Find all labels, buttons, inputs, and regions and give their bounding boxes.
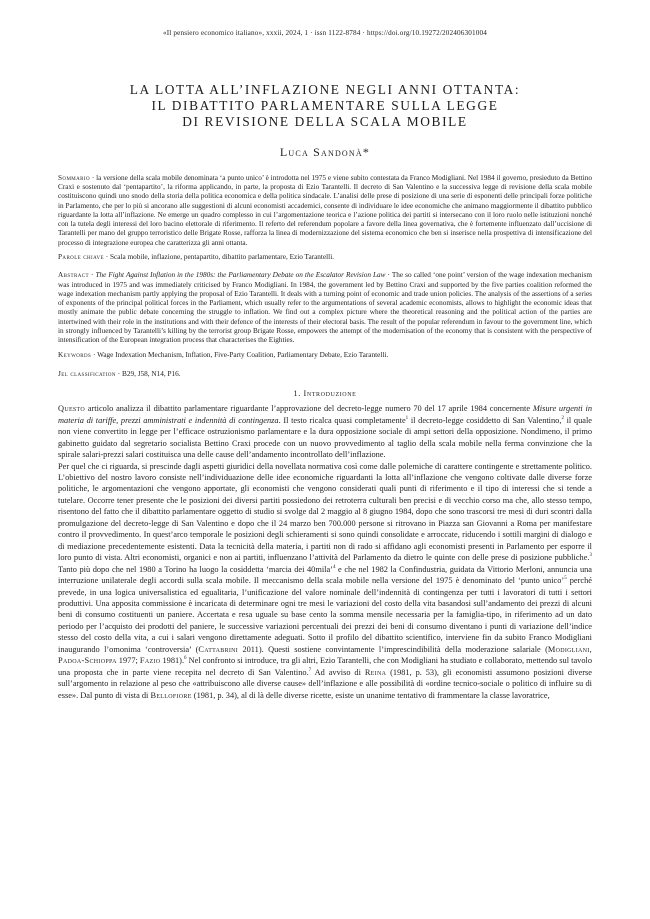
footnote-ref[interactable]: 1 — [405, 415, 409, 421]
footnote-ref[interactable]: 2 — [561, 415, 564, 421]
jel-label: Jel classification — [58, 369, 116, 378]
body-text — [58, 403, 592, 701]
text-run: 2011). Questi sostiene convintamente l’imprescindibilità della moderazione salariale ( — [238, 644, 548, 654]
text-run: perché prevede, in una logica universalistica ed egualitaria, l’unificazione del valore nominale dell’indennità di contingenza per tutti i lavoratori di tutti i settori produttivi. Una apposita commissione è incaricata di determinare ogni tre mesi le variazioni del costo della vita basandosi sull’andamento dei prezzi di alcuni beni di consumo costituenti un paniere. Accertata e resa uguale su base cento la somma mensile necessaria per la famiglia-tipo, in riferimento ad un dato periodo per l’acquisto dei prodotti del paniere, le successive variazioni percentuali dei prezzi dei beni di consumo diventano i punti di variazione dell’indice stesso del costo della vita, a cui i salari vengono direttamente adeguati. Sotto il profilo del dibattito scientifico, interviene fin da subito Franco Modigliani inaugurando l’omonima ‘controversia’ ( — [58, 576, 592, 654]
parole-chiave — [58, 253, 592, 262]
text-run: Nel confronto si introduce, tra gli altri, Ezio Tarantelli, che con Modigliani ha studiato e collaborato, mettendo sul tavolo una proposta che in parte viene recepita nel decreto di San Valentino. — [58, 656, 592, 677]
jel-text: · B29, J58, N14, P16. — [115, 369, 181, 378]
citation-author: Cattabrini — [198, 644, 239, 654]
author-name: Luca Sandonà* — [279, 144, 371, 159]
text-run: e che nel 1982 la Confindustria, guidata da Vittorio Merloni, annuncia una interruzione unilaterale degli accordi sulla scala mobile. Il meccanismo della scala mobile nella versione del 1975 è denominato del ‘punto unico’ — [58, 564, 592, 586]
text-run: Ad avviso di — [311, 667, 365, 677]
footnote-ref[interactable]: 6 — [184, 656, 187, 662]
section-heading: 1. Introduzione — [293, 389, 357, 399]
footnote-ref[interactable]: 7 — [308, 667, 312, 673]
citation-author: Bellofiore — [150, 690, 192, 700]
parole-chiave-text: · Scala mobile, inflazione, pentapartito, dibattito parlamentare, Ezio Tarantelli. — [103, 252, 335, 261]
text-run: Tanto più dopo che nel 1980 a Torino ha luogo la cosiddetta ‘marcia dei 40mila’ — [58, 564, 333, 574]
title-line: LA LOTTA ALL’INFLAZIONE NEGLI ANNI OTTANTA: — [129, 82, 521, 97]
title-line: IL DIBATTITO PARLAMENTARE SULLA LEGGE — [151, 98, 499, 114]
keywords-text: · Wage Indexation Mechanism, Inflation, Five-Party Coalition, Parliamentary Debate, Ezio Tarantelli. — [91, 350, 389, 359]
text-run: articolo analizza il dibattito parlamentare riguardante l’approvazione del decreto-legge numero 70 del 17 aprile 1984 concernente — [85, 404, 533, 414]
text-run: (1981, p. 34), al di là delle diverse ricette, esiste un unanime tentativo di frammentare la classe lavoratrice, — [191, 690, 550, 700]
text-run: (1981, p. 53), gli economisti assumono posizioni diverse sull’argomento in relazione al peso che «attribuiscono alle diverse cause» dell’inflazione e alle possibilità di «ordine tecnico-sociale o politico di influire su di esse». Dal punto di vista di — [58, 667, 592, 700]
abstract-label: Abstract — [58, 271, 89, 280]
text-run: il quale non viene convertito in legge per l’efficace ostruzionismo parlamentare e la dura opposizione sociale di ampi settori della opposizione. Nondimeno, il primo gabinetto guidato dal segretario socialista Bettino Craxi procede con un nuovo provvedimento al taglio della scala mobile nella ferma convinzione che la spirale salari-prezzi salari costituisca una delle cause dell’andamento incontrollato dell’inflazione. — [58, 415, 592, 460]
jel-classification — [58, 370, 592, 379]
sommario-text: · la versione della scala mobile denominata ‘a punto unico’ è introdotta nel 1975 e viene subito contestata da Franco Modigliani. Nel 1984 il governo, presieduto da Bettino Craxi e sostenuto dal ‘pentapartito’, la riforma applicando, in parte, la proposta di Ezio Tarantelli. Il decreto di San Valentino e la successiva legge di revisione della scala mobile costituiscono quindi uno snodo della storia della politica economica e della politica sindacale. L’analisi delle prese di posizione di una serie di esponenti delle principali forze politiche in Parlamento, che per lo più si ancorano alle suggestioni di alcuni economisti accademici, consente di individuare le idee economiche che animano maggiormente il dibattito pubblico riguardante la lotta all’inflazione. Ne emerge un quadro complesso in cui l’argomentazione teorica e l’azione politica dei partiti si intersecano con il loro ruolo nelle istituzioni nonché con la tutela degli interessi del loro bacino elettorale di riferimento. Il referto del referendum popolare a favore della linea governativa, che è fortemente influenzato dall’uccisione di Tarantelli per mano del gruppo terroristico delle Brigate Rosse, rafforza la linea di modernizzazione del sistema economico che ben si inserisce nella prospettiva di intensificazione del processo di integrazione europea che caratterizza gli anni ottanta. — [58, 173, 592, 247]
parole-chiave-label: Parole chiave — [58, 252, 104, 261]
citation-author: Reina — [364, 667, 387, 677]
paragraph — [58, 461, 592, 702]
footnote-ref[interactable]: 5 — [564, 576, 567, 582]
citation-author: Modigliani, Padoa-Schioppa — [58, 644, 592, 666]
title-line: DI REVISIONE DELLA SCALA MOBILE — [182, 114, 468, 130]
paper-page — [58, 0, 592, 701]
keywords-label: Keywords — [58, 350, 92, 359]
footnote-ref[interactable]: 4 — [332, 564, 336, 570]
abstract: Abstract · The Fight Against Inflation in the 1980s: the Parliamentary Debate on the Escalator Revision Law · The so called ‘one point’ version of the wage indexation mechanism was introduced in 1975 and was immediately criticised by Franco Modigliani. In 1984, the government led by Bettino Craxi and supported by the five parties coalition reformed the wage indexation mechanism partly applying the proposal of Ezio Tarantelli. It deals with a turning point of economic and trade union policies. The analysis of the assertions of a series of exponents of the principal political forces in the Parliament, which usually refer to the argumentations of several academic economists, allows to highlight the economic ideas that mostly animate the public debate concerning the struggle to inflation. We find out a complex picture where the theoretical reasoning and the political action of the parties are intertwined with their role in the institutions and with their defence of the interests of their electoral basis. The result of the popular referendum in favour to the government line, which in strongly influenced by Tarantelli’s killing by the terrorist group Brigate Rosse, empowers the attempt of the modernisation of the economy that is consistent with the perspective of intensification of the European integration process that characterises the Eighties. — [58, 271, 592, 345]
sommario — [58, 174, 592, 248]
footnote-ref[interactable]: 3 — [589, 553, 592, 559]
sommario-label: Sommario — [58, 173, 90, 182]
text-run: Per quel che ci riguarda, si prescinde dagli aspetti giuridici della novellata normativa così come dalle polemiche di carattere contingente e strettamente politico. L’obiettivo del nostro lavoro consiste nell’individuazione delle idee economiche riguardanti la lotta all’inflazione che vengono coltivate dalle diverse forze politiche, le argomentazioni che vengono apportate, gli economisti che vengono considerati quali punti di riferimento e il tipo di interessi che si tende a tutelare. Occorre tener presente che le posizioni dei diversi partiti possiedono dei retroterra culturali ben precisi e di vecchio corso ma che, allo stesso tempo, risentono del fatto che il dibattito parlamentare oggetto di studio si svolge dal 2 maggio al 8 giugno 1984, dopo che sono trascorsi tre mesi di duri scontri dalla promulgazione del decreto-legge di San Valentino e dopo che il 24 marzo ben 700.000 persone si ritrovano in Piazza san Giovanni a Roma per manifestare contro il provvedimento. In quest’arco temporale le posizioni degli schieramenti si sono quindi consolidate e arroccate, riducendo i sottili margini di dialogo e di mediazione precedentemente esistenti. Data la tecnicità della materia, i partiti non di rado si affidano agli economisti presenti in Parlamento per esporre il loro punto di vista. Altri economisti, organici e non ai partiti, influenzano l’attività del Parlamento da dietro le quinte con delle prese di posizione pubbliche. — [58, 461, 592, 563]
citation-author: Fazio — [139, 656, 161, 666]
journal-header: «Il pensiero economico italiano», xxxii, 2024, 1 · issn 1122-8784 · https://doi.org/10.19272/202406301004 — [163, 29, 487, 37]
paragraph — [58, 403, 592, 460]
decree-title: Misure urgenti in materia di tariffe, prezzi amministrati e indennità di contingenza — [58, 404, 592, 425]
text-run: il decreto-legge cosiddetto di San Valentino, — [408, 415, 562, 425]
abstract-title: The Fight Against Inflation in the 1980s: the Parliamentary Debate on the Escalator Revision Law — [95, 271, 386, 280]
article-title — [58, 82, 592, 131]
first-word: Questo — [58, 404, 86, 414]
text-run: . Il testo ricalca quasi completamente — [278, 415, 406, 425]
text-run: 1981). — [160, 656, 185, 666]
keywords — [58, 351, 592, 360]
text-run: 1977; — [116, 656, 140, 666]
abstract-text: · The so called ‘one point’ version of the wage indexation mechanism was introduced in 1975 and was immediately criticised by Franco Modigliani. In 1984, the government led by Bettino Craxi and supported by the five parties coalition reformed the wage indexation mechanism partly applying the proposal of Ezio Tarantelli. It deals with a turning point of economic and trade union policies. The analysis of the assertions of a series of exponents of the principal political forces in the Parliament, which usually refer to the argumentations of several academic economists, allows to highlight the economic ideas that mostly animate the public debate concerning the struggle to inflation. We find out a complex picture where the theoretical reasoning and the political action of the parties are intertwined with their role in the institutions and with their defence of the interests of their electoral basis. The result of the popular referendum in favour to the government line, which in strongly influenced by Tarantelli’s killing by the terrorist group Brigate Rosse, empowers the attempt of the modernisation of the economy that is consistent with the perspective of intensification of the European integration process that characterises the Eighties. — [58, 271, 592, 345]
